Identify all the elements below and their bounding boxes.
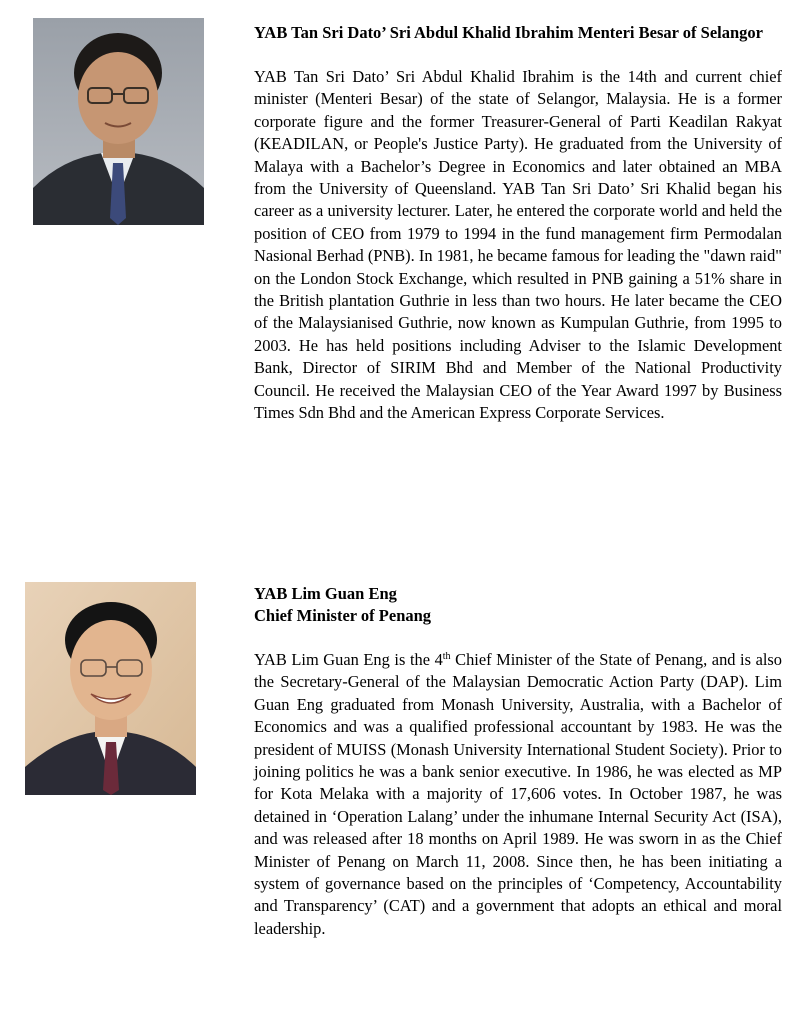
portrait-photo-khalid bbox=[33, 18, 204, 225]
profile-heading-lim: YAB Lim Guan Eng bbox=[254, 584, 397, 603]
bio-body: Chief Minister of the State of Penang, and is also the Secretary-General of the Malaysian Democratic Action Party (DAP). Lim Guan Eng graduated from Monash University, Australia, with a Bachelor of Economics and was a qualified professional accountant by 1983. He was the president of MUISS (Monash University International Student Society). Prior to joining politics he was a bank senior executive. In 1986, he was elected as MP for Kota Melaka with a majority of 17,606 votes. In October 1987, he was detained in ‘Operation Lalang’ under the inhumane Internal Security Act (ISA), and was released after 18 months on April 1989. He was sworn in as the Chief Minister of Penang on March 11, 2008. Since then, he has been initiating a system of governance based on the principles of ‘Competency, Accountability and Transparency’ (CAT) and a government that adopts an ethical and moral leadership. bbox=[254, 650, 782, 938]
profile-bio-khalid: YAB Tan Sri Dato’ Sri Abdul Khalid Ibrahim is the 14th and current chief minister (Menteri Besar) of the state of Selangor, Malaysia. He is a former corporate figure and the former Treasurer-General of Parti Keadilan Rakyat (KEADILAN, or People's Justice Party). He graduated from the University of Malaya with a Bachelor’s Degree in Economics and later obtained an MBA from the University of Queensland. YAB Tan Sri Dato’ Sri Khalid began his career as a university lecturer. Later, he entered the corporate world and held the position of CEO from 1979 to 1994 in the fund management firm Permodalan Nasional Berhad (PNB). In 1981, he became famous for leading the "dawn raid" on the London Stock Exchange, which resulted in PNB gaining a 51% share in the British plantation Guthrie in less than two hours. He later became the CEO of the Malaysianised Guthrie, now known as Kumpulan Guthrie, from 1995 to 2003. He has held positions including Adviser to the Islamic Development Bank, Director of SIRIM Bhd and Member of the National Productivity Council. He received the Malaysian CEO of the Year Award 1997 by Business Times Sdn Bhd and the American Express Corporate Services. bbox=[254, 67, 782, 423]
profile-heading-khalid: YAB Tan Sri Dato’ Sri Abdul Khalid Ibrahim Menteri Besar of Selangor bbox=[254, 23, 763, 42]
bio-prefix: YAB Lim Guan Eng is the 4 bbox=[254, 650, 443, 669]
ordinal-suffix: th bbox=[442, 651, 451, 662]
profile-bio-lim bbox=[254, 649, 782, 940]
portrait-photo-lim bbox=[25, 582, 196, 795]
profile-subheading-lim: Chief Minister of Penang bbox=[254, 606, 432, 625]
